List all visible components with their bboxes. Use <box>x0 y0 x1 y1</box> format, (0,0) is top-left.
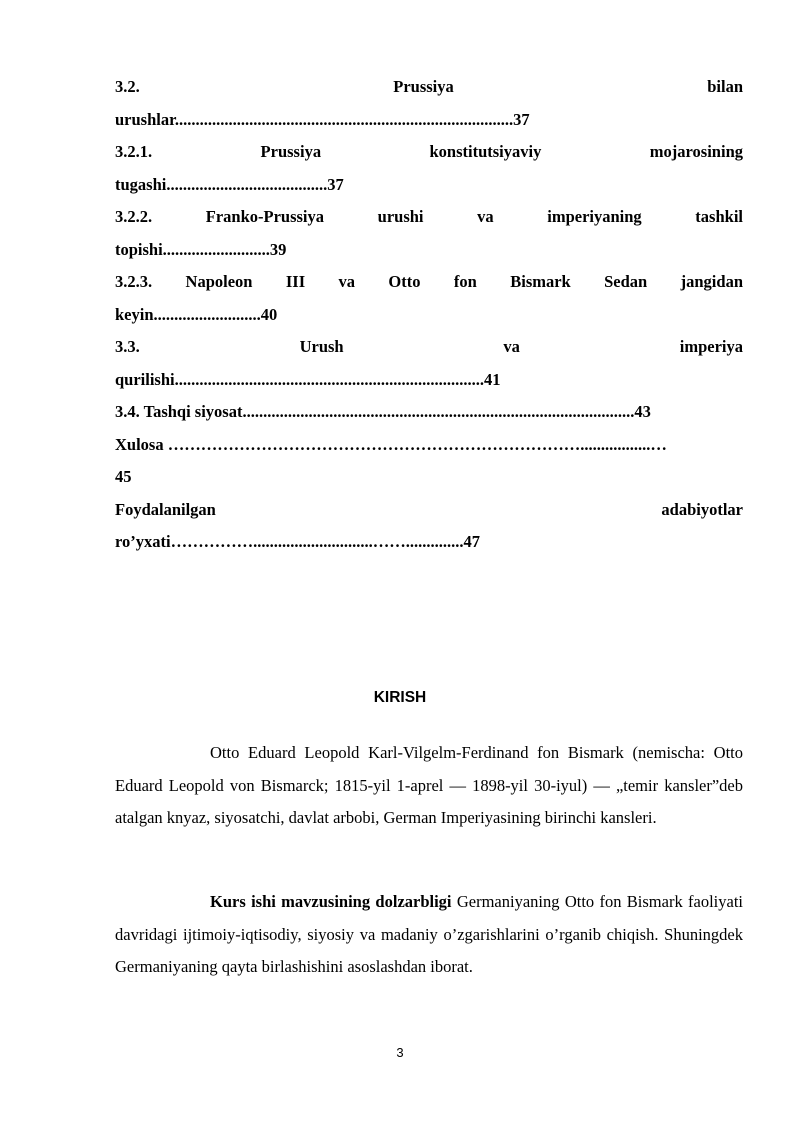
page-number: 3 <box>396 1045 404 1060</box>
paragraph-text: Germaniyaning Otto fon Bismark faoliyati davridagi ijtimoiy-iqtisodiy, siyosiy va madaniy o’zgarishlarini o’rganib chiqish. Shuningdek Germaniyaning qayta birlashishini asoslashdan iborat. <box>115 892 744 976</box>
intro-paragraph-1 <box>115 737 743 835</box>
toc-line: qurilishi...........................................................................41 <box>115 369 501 389</box>
toc-line: 3.2.2. Franko-Prussiya urushi va imperiyaning tashkil <box>115 207 743 226</box>
toc-line: Xulosa ………………………………………………………………….................… <box>115 434 667 454</box>
toc-line: tugashi.......................................37 <box>115 174 344 194</box>
toc-line: 3.2.3. Napoleon III va Otto fon Bismark Sedan jangidan <box>115 272 743 291</box>
section-heading: KIRISH <box>373 689 427 706</box>
toc-line: keyin..........................40 <box>115 304 278 324</box>
toc-line: Foydalanilgan adabiyotlar <box>115 499 743 519</box>
toc-line: urushlar..................................................................................37 <box>115 109 530 129</box>
toc-line: 3.2.1. Prussiya konstitutsiyaviy mojarosining <box>115 142 743 161</box>
toc-line: 3.2. Prussiya bilan <box>115 77 743 96</box>
paragraph-text: Otto Eduard Leopold Karl-Vilgelm-Ferdinand fon Bismark (nemischa: Otto Eduard Leopold von Bismarck; 1815-yil 1-aprel — 1898-yil 30-iyul) — „temir kansler”deb atalgan knyaz, siyosatchi, davlat arbobi, German Imperiyasining birinchi kansleri. <box>115 743 743 827</box>
toc-line: 3.3. Urush va imperiya <box>115 337 743 356</box>
table-of-contents <box>115 75 743 563</box>
toc-line: ro’yxati…………….............................……..............47 <box>115 532 480 551</box>
toc-line: 45 <box>115 467 132 486</box>
toc-line: 3.4. Tashqi siyosat...............................................................................................43 <box>115 402 651 421</box>
intro-paragraph-2 <box>115 886 743 984</box>
toc-line: topishi..........................39 <box>115 239 287 259</box>
paragraph-bold-lead: Kurs ishi mavzusining dolzarbligi <box>210 892 452 911</box>
